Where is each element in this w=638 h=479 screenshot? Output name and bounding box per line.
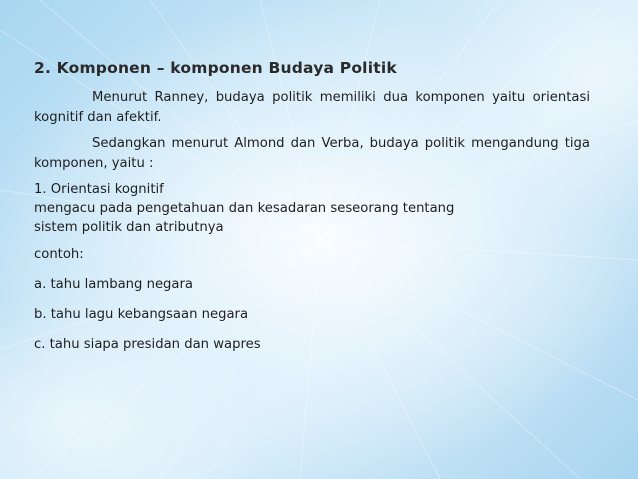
item-heading: 1. Orientasi kognitif (34, 182, 164, 197)
paragraph-ranney: Menurut Ranney, budaya politik memiliki dua komponen yaitu orientasi kognitif dan afektif. (34, 90, 590, 125)
example-label: contoh: (34, 247, 84, 262)
example-item: c. tahu siapa presidan dan wapres (34, 337, 261, 352)
slide-content (34, 58, 590, 365)
paragraph-almond-verba: Sedangkan menurut Almond dan Verba, budaya politik mengandung tiga komponen, yaitu : (34, 136, 590, 171)
slide-title: 2. Komponen – komponen Budaya Politik (34, 59, 397, 77)
example-item: a. tahu lambang negara (34, 277, 194, 292)
example-item: b. tahu lagu kebangsaan negara (34, 307, 249, 322)
item-description-line: sistem politik dan atributnya (34, 220, 224, 235)
item-description-line: mengacu pada pengetahuan dan kesadaran seseorang tentang (34, 201, 455, 216)
item-orientasi-kognitif (34, 180, 590, 237)
